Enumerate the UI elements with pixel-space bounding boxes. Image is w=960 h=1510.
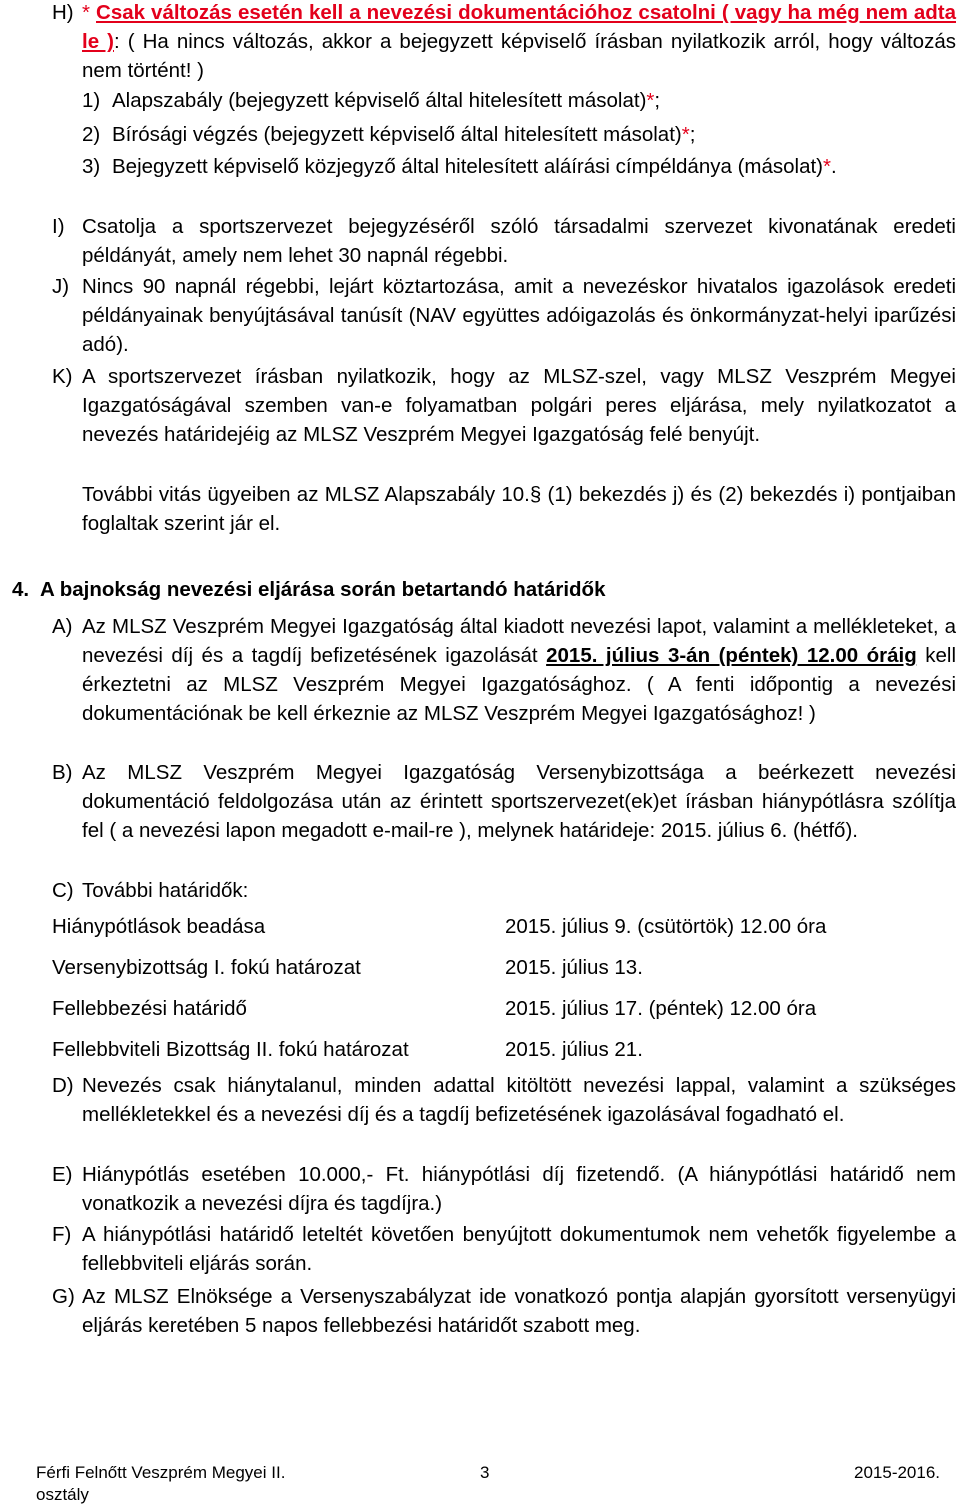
deadline-date: 2015. július 13.: [505, 956, 643, 979]
section-h: [52, 0, 956, 85]
section-4-a-before: Az MLSZ Veszprém Megyei Igazgatóság által kiadott nevezési lapot, valamint a mellékleteket, a nevezési díj és a tagdíj befizetésének igazolását: [82, 615, 956, 667]
section-k-extra-text: További vitás ügyeiben az MLSZ Alapszabály 10.§ (1) bekezdés j) és (2) bekezdés i) pontjaiban foglaltak szerint jár el.: [82, 483, 956, 535]
section-4-d-label: D): [52, 1074, 74, 1097]
section-4-e-text: Hiánypótlás esetében 10.000,- Ft. hiánypótlási díj fizetendő. (A hiánypótlási határidő nem vonatkozik a nevezési díjra és tagdíjra.): [82, 1163, 956, 1215]
deadline-date: 2015. július 9. (csütörtök) 12.00 óra: [505, 915, 827, 938]
item-number: 1): [82, 89, 101, 112]
item-star: *: [646, 89, 655, 112]
section-4-d: [52, 1071, 956, 1129]
section-4-title: A bajnokság nevezési eljárása során betartandó határidők: [40, 578, 606, 601]
section-k-extra: [52, 480, 956, 538]
section-4-a-after: kell érkeztetni az MLSZ Veszprém Megyei Igazgatósághoz. ( A fenti időpontig a nevezési dokumentációnak be kell érkeznie az MLSZ Veszprém Megyei Igazgatósághoz! ): [82, 644, 957, 725]
section-4-a: [52, 612, 956, 728]
section-4-a-label: A): [52, 615, 73, 638]
section-h-item-1: [82, 86, 956, 115]
section-4-b: [52, 758, 956, 845]
section-i-text: Csatolja a sportszervezet bejegyzéséről szóló társadalmi szervezet kivonatának eredeti példányát, amely nem lehet 30 napnál régebbi.: [82, 215, 956, 267]
item-star: *: [681, 123, 690, 146]
section-h-rest: : ( Ha nincs változás, akkor a bejegyzett képviselő írásban nyilatkozik arról, hogy változás nem történt! ): [82, 30, 956, 82]
section-4-c-text: További határidők:: [82, 879, 249, 902]
section-4-c: [52, 876, 956, 905]
item-text: Bírósági végzés (bejegyzett képviselő által hitelesített másolat): [112, 123, 682, 146]
section-4-e: [52, 1160, 956, 1218]
footer-season: 2015-2016.: [854, 1463, 941, 1482]
deadline-name: Hiánypótlások beadása: [52, 915, 266, 938]
section-h-item-2: [82, 120, 956, 149]
section-j-label: J): [52, 275, 70, 298]
section-4-g-text: Az MLSZ Elnöksége a Versenyszabályzat ide vonatkozó pontja alapján gyorsított versenyügyi eljárás keretében 5 napos fellebbezési határidőt szabott meg.: [82, 1285, 956, 1337]
item-text: Alapszabály (bejegyzett képviselő által hitelesített másolat): [112, 89, 647, 112]
item-star: *: [823, 155, 831, 178]
item-end: .: [831, 155, 837, 178]
item-number: 2): [82, 123, 101, 146]
section-4-f: [52, 1220, 956, 1278]
section-j-text: Nincs 90 napnál régebbi, lejárt köztartozása, amit a nevezéskor hivatalos igazolások eredeti példányainak benyújtásával tanúsít (NAV együttes adóigazolás és önkormányzat-helyi iparűzési adó).: [82, 275, 956, 356]
section-4-a-body: [82, 612, 956, 728]
deadline-date: 2015. július 21.: [505, 1038, 643, 1061]
item-text: Bejegyzett képviselő közjegyző által hitelesített aláírási címpéldánya (másolat): [112, 155, 824, 178]
section-h-notice: Csak változás esetén kell a nevezési dokumentációhoz csatolni ( vagy ha még nem adta le ): [82, 1, 956, 53]
footer-league-line2: osztály: [36, 1485, 89, 1504]
footer-league-line1: Férfi Felnőtt Veszprém Megyei II.: [36, 1463, 286, 1482]
section-h-star: *: [82, 1, 90, 24]
section-h-body: [82, 0, 956, 85]
section-h-label: H): [52, 1, 74, 24]
section-k-label: K): [52, 365, 73, 388]
section-4-d-text: Nevezés csak hiánytalanul, minden adattal kitöltött nevezési lappal, valamint a szükséges mellékletekkel és a nevezési díj és a tagdíj befizetésének igazolásával fogadható el.: [82, 1074, 956, 1126]
footer-league: [36, 1462, 285, 1506]
item-number: 3): [82, 155, 101, 178]
footer-page-number: 3: [480, 1463, 490, 1482]
deadline-date: 2015. július 17. (péntek) 12.00 óra: [505, 997, 817, 1020]
section-k: [52, 362, 956, 449]
section-i-label: I): [52, 215, 65, 238]
section-h-item-3: [82, 152, 956, 181]
section-i: [52, 212, 956, 270]
section-4-e-label: E): [52, 1163, 73, 1186]
section-4-f-text: A hiánypótlási határidő leteltét követően benyújtott dokumentumok nem vehetők figyelembe a fellebbviteli eljárás során.: [82, 1223, 956, 1275]
section-4-number: 4.: [12, 578, 30, 601]
section-k-text: A sportszervezet írásban nyilatkozik, hogy az MLSZ-szel, vagy MLSZ Veszprém Megyei Igazgatóságával szemben van-e folyamatban polgári peres eljárása, mely nyilatkozatot a nevezés határidejéig az MLSZ Veszprém Megyei Igazgatóság felé benyújt.: [82, 365, 956, 446]
section-4-heading: [12, 575, 605, 604]
section-4-b-text: Az MLSZ Veszprém Megyei Igazgatóság Versenybizottsága a beérkezett nevezési dokumentáció feldolgozása után az érintett sportszervezet(ek)et írásban hiánypótlásra szólítja fel ( a nevezési lapon megadott e-mail-re ), melynek határideje: 2015. július 6. (hétfő).: [82, 761, 956, 842]
section-4-b-label: B): [52, 761, 73, 784]
item-end: ;: [689, 123, 696, 146]
section-4-g-label: G): [52, 1285, 75, 1308]
section-j: [52, 272, 956, 359]
deadline-name: Fellebbviteli Bizottság II. fokú határozat: [52, 1038, 409, 1061]
deadline-name: Versenybizottság I. fokú határozat: [52, 956, 361, 979]
section-4-f-label: F): [52, 1223, 72, 1246]
section-4-c-label: C): [52, 879, 74, 902]
section-4-g: [52, 1282, 956, 1340]
deadline-name: Fellebbezési határidő: [52, 997, 247, 1020]
section-4-a-deadline: 2015. július 3-án (péntek) 12.00 óráig: [546, 644, 917, 667]
item-end: ;: [654, 89, 661, 112]
